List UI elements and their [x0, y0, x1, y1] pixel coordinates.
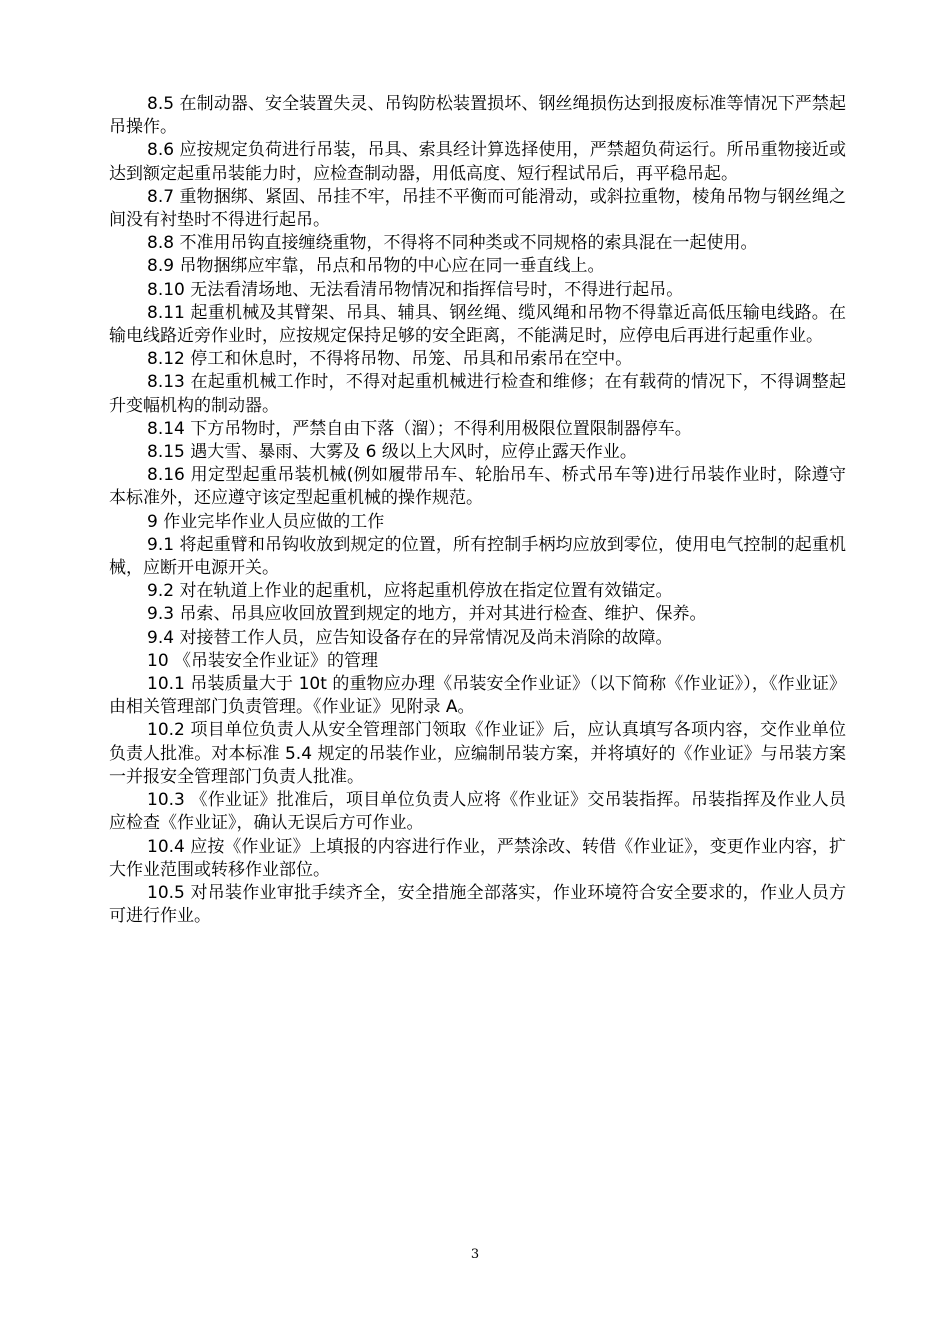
paragraph-10-2: 10.2 项目单位负责人从安全管理部门领取《作业证》后，应认真填写各项内容，交作业单位负责人批准。对本标准 5.4 规定的吊装作业，应编制吊装方案，并将填好的《作业证》与吊装方案一并报安全管理部门负责人批准。	[109, 720, 846, 787]
paragraph-9-1: 9.1 将起重臂和吊钩收放到规定的位置，所有控制手柄均应放到零位，使用电气控制的起重机械，应断开电源开关。	[109, 534, 846, 579]
paragraph-10-3: 10.3 《作业证》批准后，项目单位负责人应将《作业证》交吊装指挥。吊装指挥及作业人员应检查《作业证》，确认无误后方可作业。	[109, 790, 846, 834]
paragraph-8-7: 8.7 重物捆绑、紧固、吊挂不牢，吊挂不平衡而可能滑动，或斜拉重物，棱角吊物与钢丝绳之间没有衬垫时不得进行起吊。	[109, 186, 846, 231]
paragraph-8-13: 8.13 在起重机械工作时，不得对起重机械进行检查和维修；在有载荷的情况下，不得调整起升变幅机构的制动器。	[109, 372, 846, 416]
paragraph-9-3: 9.3 吊索、吊具应收回放置到规定的地方，并对其进行检查、维护、保养。	[147, 604, 707, 625]
page-number: 3	[470, 1247, 480, 1262]
paragraph-10-5: 10.5 对吊装作业审批手续齐全，安全措施全部落实，作业环境符合安全要求的，作业人员方可进行作业。	[109, 882, 846, 927]
section-heading-10: 10 《吊装安全作业证》的管理	[147, 650, 379, 671]
paragraph-9-4: 9.4 对接替工作人员，应告知设备存在的异常情况及尚未消除的故障。	[147, 627, 673, 648]
paragraph-9-2: 9.2 对在轨道上作业的起重机，应将起重机停放在指定位置有效锚定。	[147, 581, 673, 602]
paragraph-8-11: 8.11 起重机械及其臂架、吊具、辅具、钢丝绳、缆风绳和吊物不得靠近高低压输电线路。在输电线路近旁作业时，应按规定保持足够的安全距离，不能满足时，应停电后再进行起重作业。	[109, 302, 846, 347]
paragraph-8-8: 8.8 不准用吊钩直接缠绕重物，不得将不同种类或不同规格的索具混在一起使用。	[147, 233, 758, 254]
paragraph-8-12: 8.12 停工和休息时，不得将吊物、吊笼、吊具和吊索吊在空中。	[147, 349, 633, 370]
paragraph-10-4: 10.4 应按《作业证》上填报的内容进行作业，严禁涂改、转借《作业证》，变更作业内容，扩大作业范围或转移作业部位。	[109, 836, 846, 880]
section-heading-9: 9 作业完毕作业人员应做的工作	[147, 511, 385, 532]
paragraph-8-6: 8.6 应按规定负荷进行吊装，吊具、索具经计算选择使用，严禁超负荷运行。所吊重物接近或达到额定起重吊装能力时，应检查制动器，用低高度、短行程试吊后，再平稳吊起。	[109, 140, 846, 184]
paragraph-8-10: 8.10 无法看清场地、无法看清吊物情况和指挥信号时，不得进行起吊。	[147, 279, 684, 300]
paragraph-8-16: 8.16 用定型起重吊装机械(例如履带吊车、轮胎吊车、桥式吊车等)进行吊装作业时，除遵守本标准外，还应遵守该定型起重机械的操作规范。	[109, 465, 846, 509]
document-body	[109, 93, 846, 928]
paragraph-8-15: 8.15 遇大雪、暴雨、大雾及 6 级以上大风时，应停止露天作业。	[147, 442, 637, 463]
paragraph-10-1: 10.1 吊装质量大于 10t 的重物应办理《吊装安全作业证》（以下简称《作业证》），《作业证》由相关管理部门负责管理。《作业证》见附录 A。	[109, 674, 846, 718]
paragraph-8-5: 8.5 在制动器、安全装置失灵、吊钩防松装置损坏、钢丝绳损伤达到报废标准等情况下严禁起吊操作。	[109, 94, 846, 138]
paragraph-8-9: 8.9 吊物捆绑应牢靠，吊点和吊物的中心应在同一垂直线上。	[147, 256, 605, 277]
paragraph-8-14: 8.14 下方吊物时，严禁自由下落（溜）；不得利用极限位置限制器停车。	[147, 418, 692, 439]
